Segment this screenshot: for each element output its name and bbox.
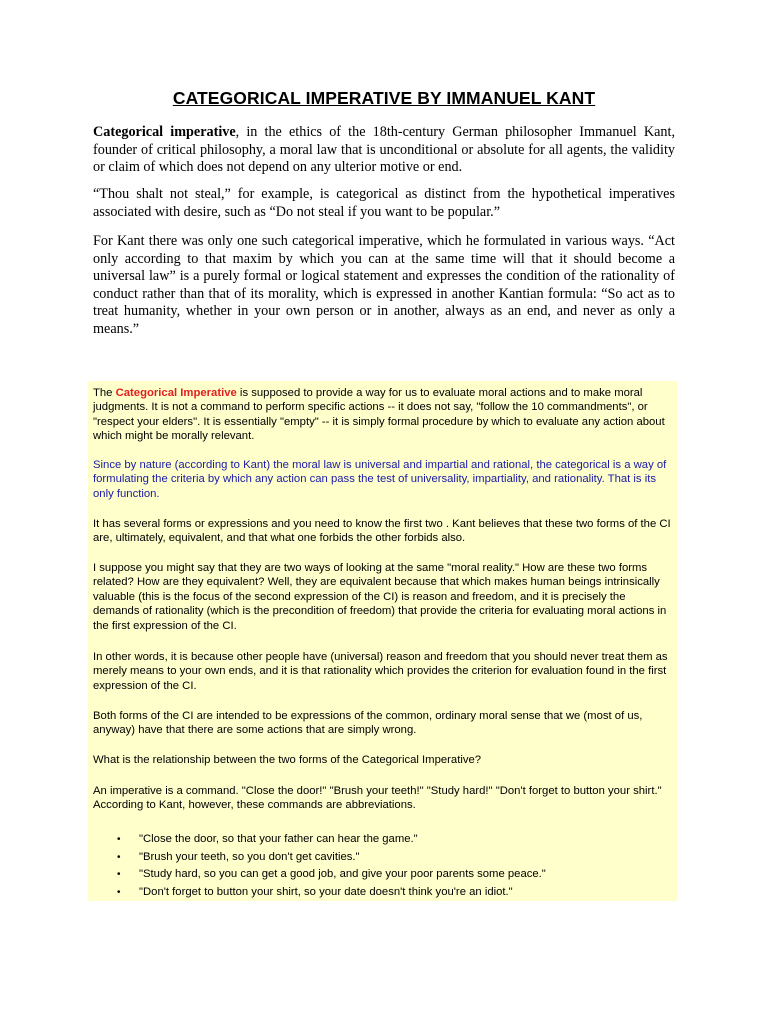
list-item — [93, 884, 675, 902]
notes-paragraph-5: In other words, it is because other people have (universal) reason and freedom that you should never treat them as merely means to your own ends, and it is that rationality which provides the criterion for evaluation found in the first expression of the CI. — [93, 651, 668, 692]
intro-paragraph-1-text: , in the ethics of the 18th-century German philosopher Immanuel Kant, founder of critical philosophy, a moral law that is unconditional or absolute for all agents, the validity or claim of which does not depend on any ulterior motive or end. — [93, 124, 675, 176]
notes-paragraph-7: What is the relationship between the two forms of the Categorical Imperative? — [93, 754, 482, 766]
notes-paragraph-4: I suppose you might say that they are two ways of looking at the same "moral reality." How are these two forms related? How are they equivalent? Well, they are equivalent because that which makes human beings intrinsically valuable (this is the focus of the second expression of the CI) is reason and freedom, and it is precisely the demands of rationality (which is the precondition of freedom) that provide the criteria for evaluating moral actions in the first expression of the CI. — [93, 562, 667, 632]
bullet-icon: • — [117, 851, 121, 863]
list-item — [93, 849, 675, 867]
intro-paragraph-1 — [93, 124, 675, 177]
notes-paragraph-8: An imperative is a command. "Close the door!" "Brush your teeth!" "Study hard!" "Don't forget to button your shirt." According to Kant, however, these commands are abbreviations. — [93, 785, 662, 812]
list-item-text: "Close the door, so that your father can hear the game." — [139, 833, 418, 845]
bullet-icon: • — [117, 869, 121, 880]
intro-paragraph-2: “Thou shalt not steal,” for example, is categorical as distinct from the hypothetical imperatives associated with desire, such as “Do not steal if you want to be popular.” — [93, 186, 675, 220]
notes-paragraph-1-text: is supposed to provide a way for us to evaluate moral actions and to make moral judgments. It is not a command to perform specific actions -- it does not say, "follow the 10 commandments", or "respect your elders". It is essentially "empty" -- it is simply formal procedure by which to evaluate any action about which might be morally relevant. — [93, 387, 665, 443]
list-item-text: "Study hard, so you can get a good job, and give your poor parents some peace." — [139, 868, 546, 880]
bullet-icon: • — [117, 886, 121, 898]
examples-bullet-list — [93, 831, 675, 901]
list-item-text: "Brush your teeth, so you don't get cavities." — [139, 850, 360, 863]
list-item-text: "Don't forget to button your shirt, so your date doesn't think you're an idiot." — [139, 885, 513, 898]
list-item — [93, 866, 675, 884]
list-item — [93, 831, 675, 849]
term-categorical-imperative-red: Categorical Imperative — [115, 387, 237, 399]
notes-paragraph-3: It has several forms or expressions and you need to know the first two . Kant believes that these two forms of the CI are, ultimately, equivalent, and that what one forbids the other forbids also. — [93, 518, 671, 545]
notes-paragraph-2: Since by nature (according to Kant) the moral law is universal and impartial and rational, the categorical is a way of formulating the criteria by which any action can pass the test of universality, impartiality, and rationality. That is its only function. — [93, 459, 667, 500]
bullet-icon: • — [117, 834, 121, 845]
notes-paragraph-1-lead: The — [93, 387, 116, 399]
page-title: CATEGORICAL IMPERATIVE BY IMMANUEL KANT — [172, 88, 596, 108]
term-categorical-imperative: Categorical imperative — [93, 124, 236, 140]
notes-paragraph-6: Both forms of the CI are intended to be expressions of the common, ordinary moral sense that we (most of us, anyway) have that there are some actions that are simply wrong. — [93, 710, 643, 737]
intro-paragraph-3: For Kant there was only one such categorical imperative, which he formulated in various ways. “Act only according to that maxim by which you can at the same time will that it should become a universal law” is a purely formal or logical statement and expresses the condition of the rationality of conduct rather than that of its morality, which is expressed in another Kantian formula: “So act as to treat humanity, whether in your own person or in another, always as an end, and never as only a means.” — [93, 233, 675, 337]
notes-paragraph-1 — [93, 386, 675, 444]
